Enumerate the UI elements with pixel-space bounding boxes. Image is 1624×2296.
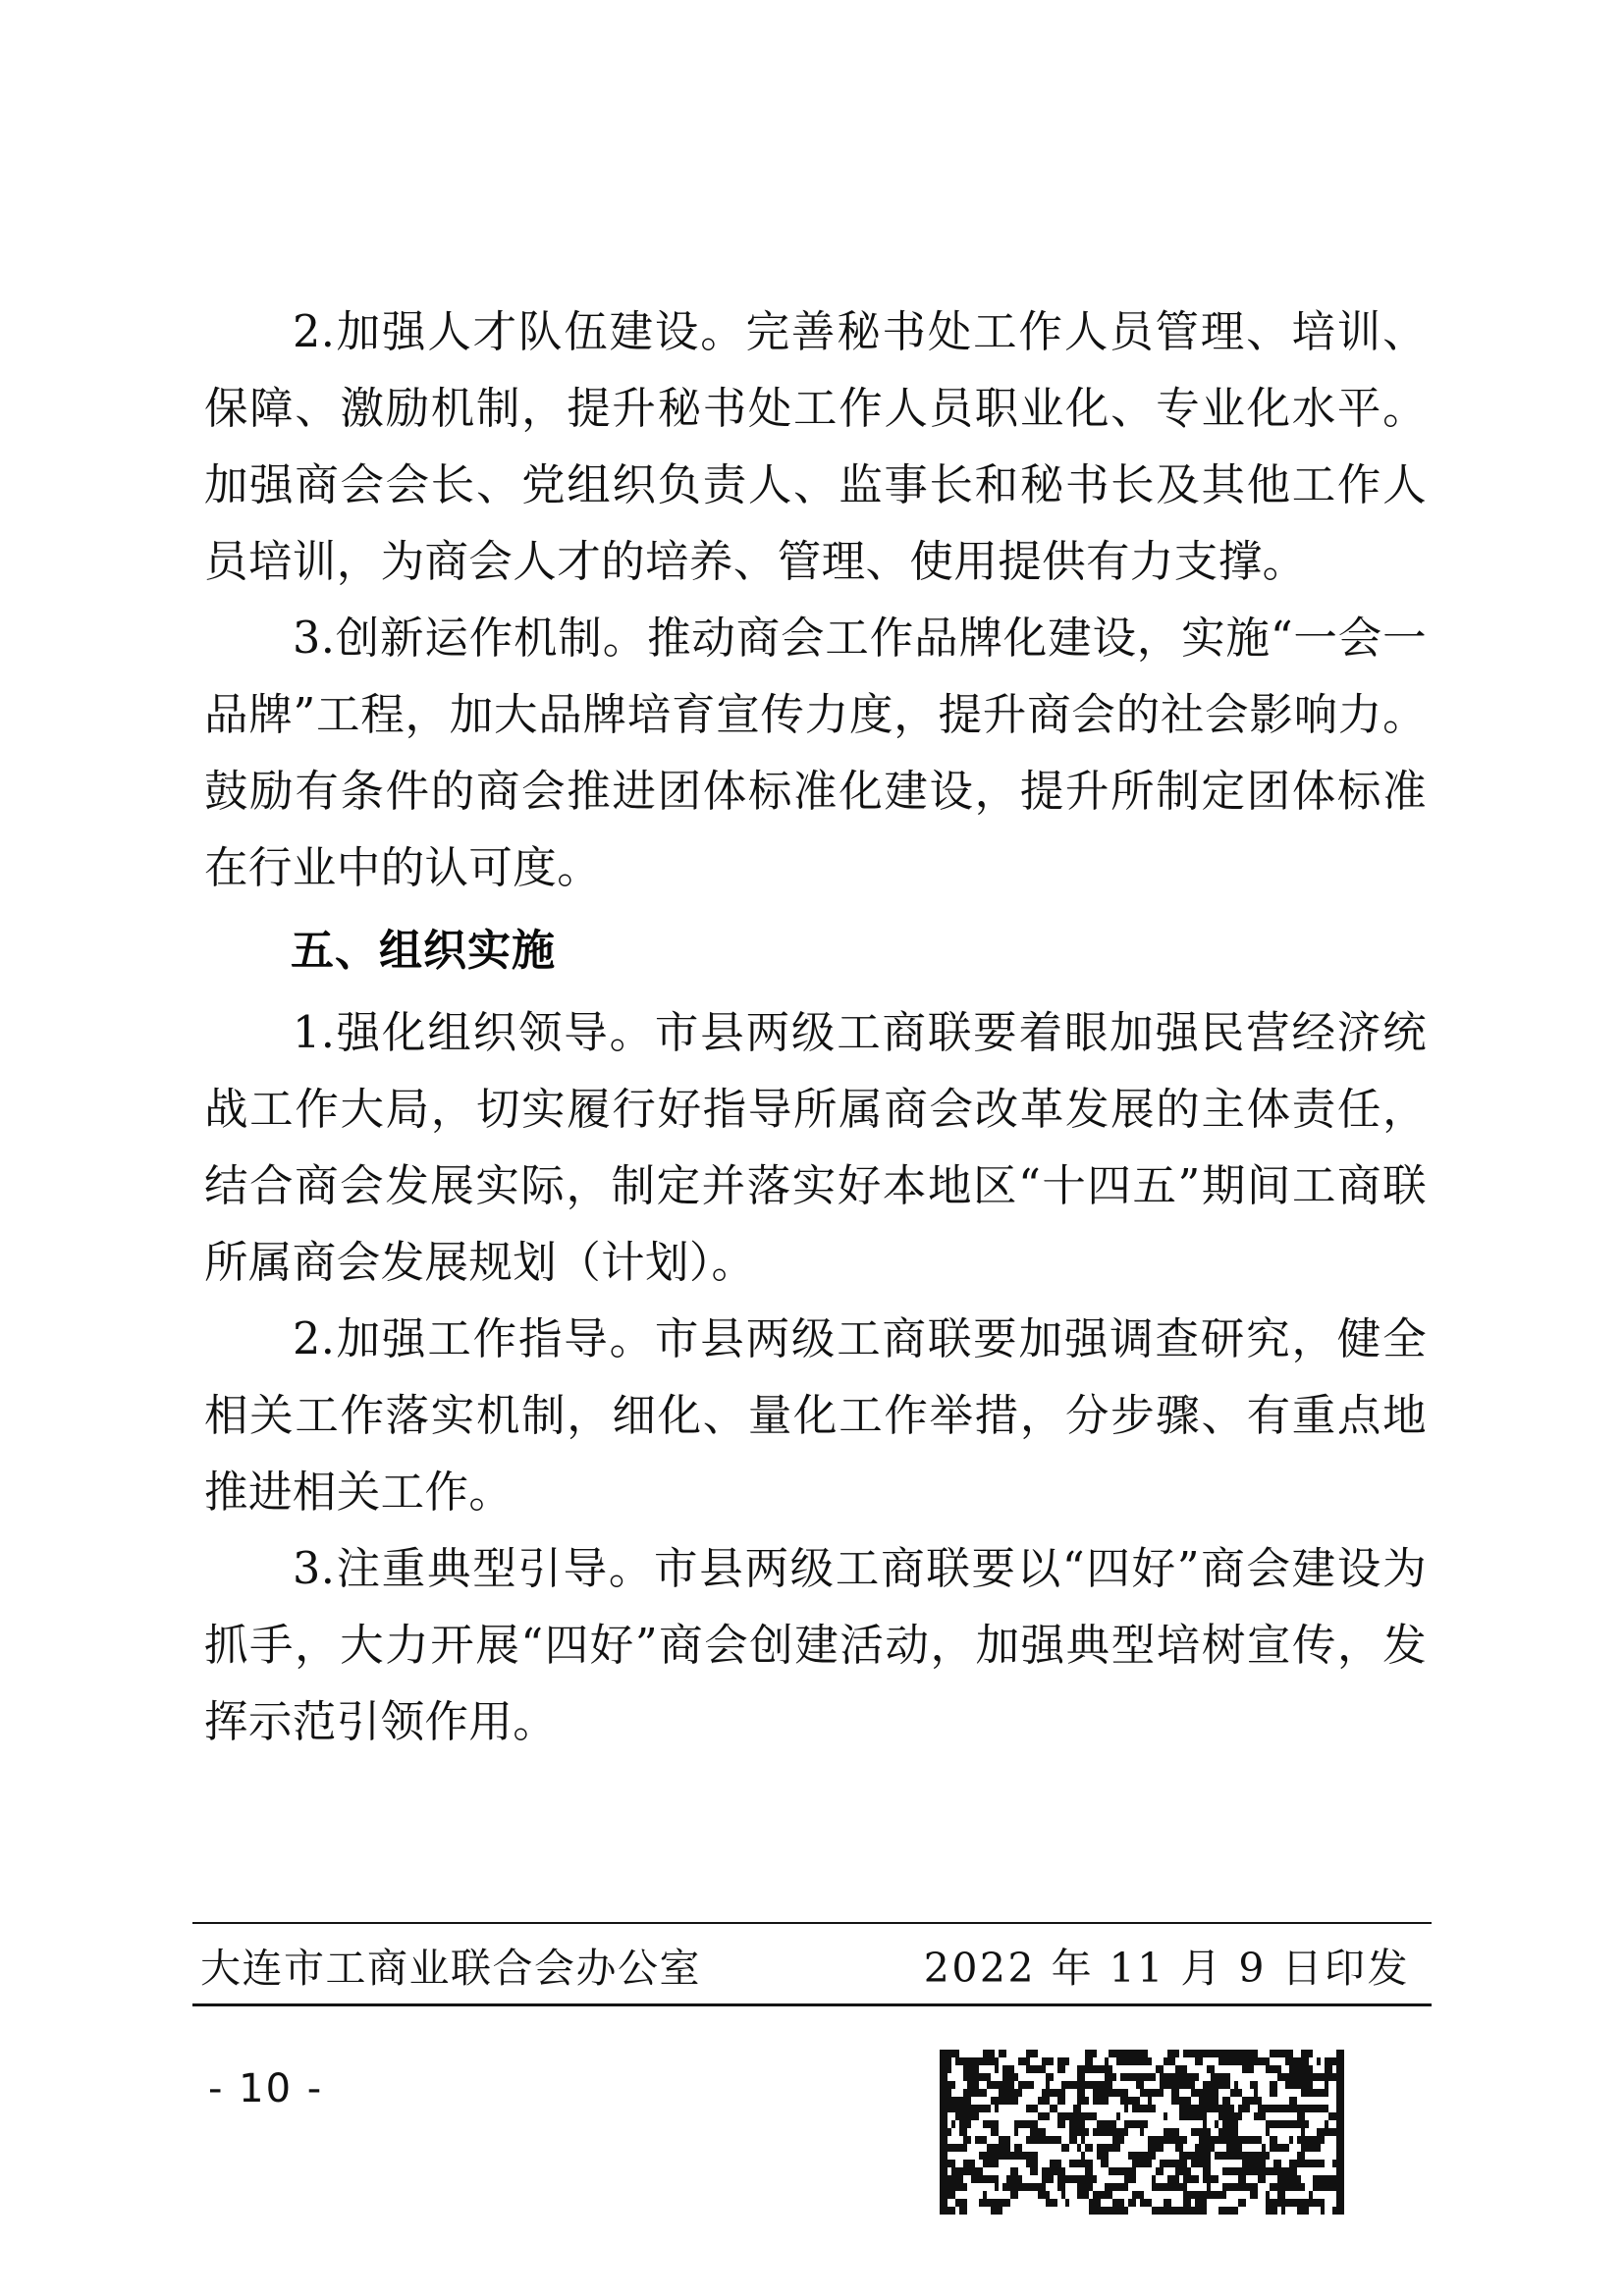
footer-row	[192, 1924, 1432, 2003]
footer-issuer: 大连市工商业联合会办公室	[200, 1945, 701, 1992]
paragraph-innovate-mechanism: 3.创新运作机制。推动商会工作品牌化建设，实施“一会一品牌”工程，加大品牌培育宣传力度，提升商会的社会影响力。鼓励有条件的商会推进团体标准化建设，提升所制定团体标准在行业中的认可度。	[204, 614, 1427, 893]
barcode-2d-icon	[940, 2050, 1344, 2215]
paragraph-model-guidance: 3.注重典型引导。市县两级工商联要以“四好”商会建设为抓手，大力开展“四好”商会创建活动，加强典型培树宣传，发挥示范引领作用。	[204, 1544, 1427, 1747]
page-number: - 10 -	[208, 2066, 324, 2111]
footer-rule-bottom	[192, 2003, 1432, 2006]
barcode-2d-svg	[940, 2050, 1344, 2215]
document-body	[204, 294, 1427, 1761]
document-footer	[192, 1922, 1432, 2006]
footer-issue-date: 2022 年 11 月 9 日印发	[923, 1945, 1410, 1992]
paragraph-strengthen-guidance: 2.加强工作指导。市县两级工商联要加强调查研究，健全相关工作落实机制，细化、量化工作举措，分步骤、有重点地推进相关工作。	[204, 1314, 1427, 1518]
paragraph-strengthen-leadership: 1.强化组织领导。市县两级工商联要着眼加强民营经济统战工作大局，切实履行好指导所属商会改革发展的主体责任，结合商会发展实际，制定并落实好本地区“十四五”期间工商联所属商会发展规划（计划）。	[204, 1008, 1427, 1288]
paragraph-talent-team: 2.加强人才队伍建设。完善秘书处工作人员管理、培训、保障、激励机制，提升秘书处工作人员职业化、专业化水平。加强商会会长、党组织负责人、监事长和秘书长及其他工作人员培训，为商会人才的培养、管理、使用提供有力支撑。	[204, 307, 1427, 587]
section-heading-organization-implementation: 五、组织实施	[291, 926, 556, 976]
